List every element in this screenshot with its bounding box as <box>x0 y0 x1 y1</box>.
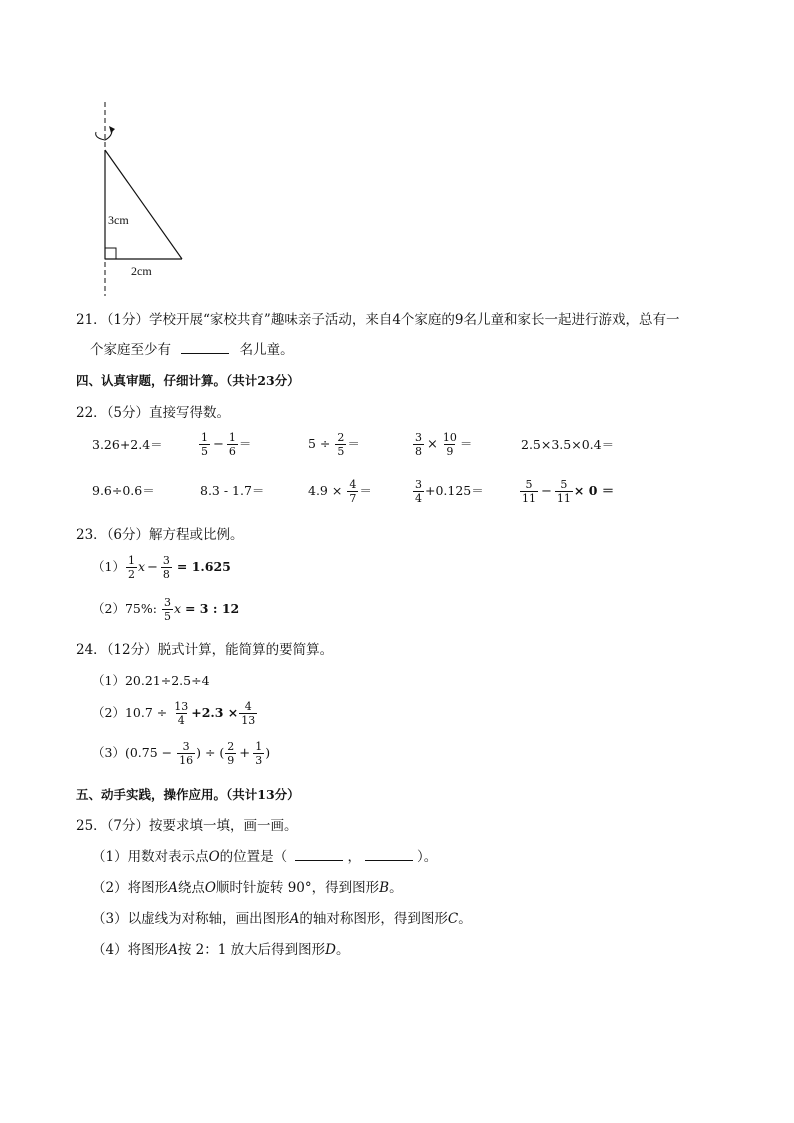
operator: − <box>541 484 552 499</box>
expression-prefix: 75%: <box>124 601 157 616</box>
coordinate-x-blank[interactable] <box>295 848 343 861</box>
q22-item-b3 <box>308 478 372 505</box>
numerator: 3 <box>415 431 422 444</box>
part-label: （1） <box>92 673 125 688</box>
numerator: 10 <box>442 431 457 444</box>
q24-part3 <box>92 740 270 767</box>
expression-rest: +0.125＝ <box>425 483 484 498</box>
fraction <box>162 596 173 623</box>
numerator: 5 <box>560 478 568 491</box>
denominator: 8 <box>162 568 170 581</box>
denominator: 5 <box>163 610 171 623</box>
q21-line2 <box>90 341 294 359</box>
fraction <box>413 431 424 458</box>
q23-text: 解方程或比例。 <box>149 527 244 543</box>
part-label: （3） <box>92 911 128 927</box>
expression-middle: ) ÷ ( <box>196 745 225 760</box>
denominator: 4 <box>415 492 422 505</box>
equals: ＝ <box>359 483 372 498</box>
q25-part2 <box>92 879 403 897</box>
q22-item-a4 <box>412 431 472 458</box>
fraction <box>347 478 358 505</box>
fraction <box>413 478 424 505</box>
q21-text-part: 名儿童。 <box>239 342 294 358</box>
denominator: 16 <box>179 754 194 767</box>
denominator: 4 <box>177 714 185 727</box>
section4-title: 四、认真审题，仔细计算。（共计23分） <box>76 373 300 388</box>
coordinate-y-blank[interactable] <box>365 848 413 861</box>
q22-header <box>76 404 230 422</box>
q22-item-a2 <box>198 431 251 458</box>
right-angle-mark <box>105 248 116 259</box>
denominator: 9 <box>227 754 235 767</box>
operator: × <box>427 437 438 452</box>
denominator: 11 <box>556 492 571 505</box>
text-part: 用数对表示点 <box>127 849 209 865</box>
expression-middle: +2.3 × <box>191 705 239 720</box>
equals: ＝ <box>347 436 360 451</box>
q24-score: （12分） <box>106 642 158 658</box>
q23-number: 23． <box>76 527 107 543</box>
equals: ＝ <box>238 436 252 451</box>
height-label: 3cm <box>108 213 129 227</box>
numerator: 2 <box>227 740 235 753</box>
fraction <box>520 478 538 505</box>
text-part: 。 <box>335 942 350 958</box>
text-part: 。 <box>389 880 403 896</box>
fraction <box>172 700 190 727</box>
q21-answer-blank[interactable] <box>181 341 229 354</box>
numerator: 2 <box>337 431 345 444</box>
part-label: （2） <box>92 601 125 616</box>
denominator: 7 <box>349 492 357 505</box>
fraction <box>335 431 346 458</box>
part-label: （3） <box>92 745 125 760</box>
q22-item-b1: 9.6÷0.6＝ <box>92 483 155 498</box>
expression-prefix: (0.75 − <box>124 745 173 760</box>
q25-part4 <box>92 941 349 959</box>
expression-rest: = 3 : 12 <box>184 601 240 616</box>
q24-part2 <box>92 700 258 727</box>
point-o-label: O <box>208 849 220 865</box>
q25-part3 <box>92 910 472 928</box>
triangle-rotation-figure <box>80 98 200 303</box>
fraction <box>227 431 238 458</box>
q25-part1 <box>92 848 437 866</box>
q23-part2 <box>92 596 239 623</box>
denominator: 2 <box>127 568 135 581</box>
shape-d-label: D <box>325 942 336 958</box>
variable-x: x <box>137 559 146 574</box>
text-part: ）。 <box>416 849 438 865</box>
q21-text-part: 个家庭至少有 <box>90 342 171 358</box>
q22-item-a1: 3.26+2.4＝ <box>92 437 163 452</box>
fraction <box>253 740 264 767</box>
shape-b-label: B <box>379 880 390 896</box>
shape-c-label: C <box>447 911 459 927</box>
expression-rest: = 1.625 <box>176 559 231 574</box>
part-label: （2） <box>92 705 125 720</box>
numerator: 3 <box>415 478 422 491</box>
q24-header <box>76 641 333 659</box>
fraction <box>177 740 195 767</box>
shape-a-label: A <box>168 942 178 958</box>
fraction <box>126 554 137 581</box>
shape-a-label: A <box>168 880 178 896</box>
text-part: 的轴对称图形，得到图形 <box>299 911 448 927</box>
part-label: （1） <box>92 559 125 574</box>
fraction <box>441 431 459 458</box>
q25-number: 25． <box>76 818 107 834</box>
expression-rest: × 0 ＝ <box>573 483 615 498</box>
q21-number: 21． <box>76 312 107 328</box>
denominator: 13 <box>241 714 256 727</box>
section5-title: 五、动手实践，操作应用。（共计13分） <box>76 787 300 802</box>
q21-score: （1分） <box>106 312 150 328</box>
text-part: 以虚线为对称轴，画出图形 <box>127 911 290 927</box>
expression-prefix: 5 ÷ <box>308 436 331 451</box>
q22-item-b2: 8.3 - 1.7＝ <box>200 483 265 498</box>
text-part: 。 <box>458 911 472 927</box>
denominator: 3 <box>255 754 263 767</box>
q23-part1 <box>92 554 231 581</box>
equals: ＝ <box>459 436 473 451</box>
q22-text: 直接写得数。 <box>149 405 231 421</box>
numerator: 3 <box>163 596 171 609</box>
fraction <box>225 740 236 767</box>
fraction <box>555 478 573 505</box>
text-part: 将图形 <box>127 942 169 958</box>
fraction <box>239 700 257 727</box>
q24-text: 脱式计算，能简算的要简算。 <box>157 642 334 658</box>
variable-x: x <box>173 601 181 616</box>
part-label: （4） <box>92 942 128 958</box>
rotation-arrow-icon <box>96 128 112 140</box>
numerator: 1 <box>127 554 135 567</box>
numerator: 1 <box>201 431 208 444</box>
comma: ， <box>347 849 361 865</box>
denominator: 8 <box>415 445 422 458</box>
numerator: 1 <box>255 740 263 753</box>
denominator: 11 <box>522 492 536 505</box>
text-part: 的位置是（ <box>219 849 288 865</box>
q24-number: 24． <box>76 642 107 658</box>
text-part: 顺时针旋转 90°，得到图形 <box>215 880 380 896</box>
operator: + <box>239 746 251 761</box>
q22-item-a5: 2.5×3.5×0.4＝ <box>521 437 615 452</box>
part-label: （1） <box>92 849 128 865</box>
q25-text: 按要求填一填，画一画。 <box>149 818 298 834</box>
shape-a-label: A <box>289 911 300 927</box>
expression: 20.21÷2.5÷4 <box>124 673 210 688</box>
text-part: 按 2：1 放大后得到图形 <box>177 942 326 958</box>
denominator: 5 <box>201 445 208 458</box>
numerator: 4 <box>349 478 357 491</box>
q25-score: （7分） <box>106 818 150 834</box>
denominator: 9 <box>446 445 454 458</box>
q22-item-b4 <box>412 478 484 505</box>
operator: − <box>147 560 158 575</box>
expression-prefix: 4.9 × <box>308 483 343 498</box>
triangle-hypotenuse <box>105 150 182 259</box>
q21-text: 学校开展“家校共育”趣味亲子活动，来自4个家庭的9名儿童和家长一起进行游戏，总有一 <box>149 312 680 328</box>
q21-line1 <box>76 311 680 329</box>
numerator: 13 <box>174 700 189 713</box>
numerator: 5 <box>525 478 533 491</box>
q22-item-a3 <box>308 431 360 458</box>
point-o-label: O <box>204 880 216 896</box>
denominator: 5 <box>337 445 345 458</box>
denominator: 6 <box>228 445 236 458</box>
q23-header <box>76 526 244 544</box>
numerator: 1 <box>228 431 236 444</box>
base-label: 2cm <box>131 264 152 278</box>
numerator: 3 <box>162 554 170 567</box>
expression-end: ) <box>265 745 271 760</box>
q24-part1 <box>92 672 210 690</box>
q25-header <box>76 817 298 835</box>
q22-item-b5 <box>519 478 614 505</box>
rotation-arrowhead <box>109 126 115 133</box>
expression-prefix: 10.7 ÷ <box>124 705 168 720</box>
fraction <box>199 431 210 458</box>
q22-score: （5分） <box>106 405 150 421</box>
numerator: 4 <box>244 700 252 713</box>
numerator: 3 <box>182 740 190 753</box>
operator: − <box>213 437 224 452</box>
text-part: 将图形 <box>127 880 169 896</box>
q22-number: 22． <box>76 405 107 421</box>
text-part: 绕点 <box>177 880 205 896</box>
q23-score: （6分） <box>106 527 150 543</box>
fraction <box>161 554 172 581</box>
part-label: （2） <box>92 880 128 896</box>
